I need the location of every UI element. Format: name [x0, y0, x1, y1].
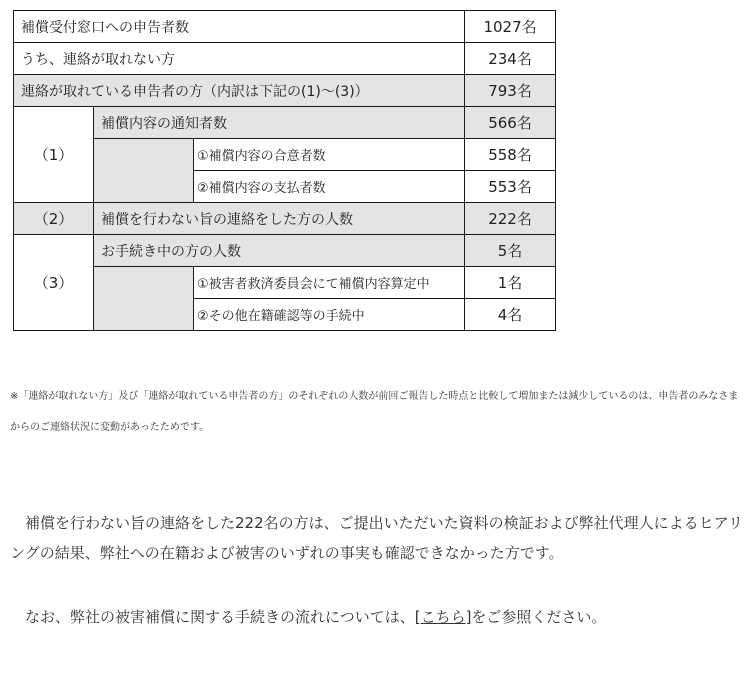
footnote: ※「連絡が取れない方」及び「連絡が取れている申告者の方」のそれぞれの人数が前回ご報告した時点と比較して増加または減少しているのは、申告者のみなさまからのご連絡状況に変動があったためです。 [10, 391, 739, 433]
procedure-text-before: なお、弊社の被害補償に関する手続きの流れについては、[ [10, 608, 421, 626]
table-row [14, 107, 556, 139]
row-value: 1027名 [465, 11, 556, 43]
row-label: ②補償内容の支払者数 [194, 171, 465, 203]
row-label: 連絡が取れている申告者の方（内訳は下記の(1)～(3)） [14, 75, 465, 107]
table-row [14, 203, 556, 235]
row-label: 補償内容の通知者数 [94, 107, 465, 139]
indent-spacer [94, 139, 194, 203]
table-row [14, 75, 556, 107]
group-index: （1） [14, 107, 94, 203]
group-index: （2） [14, 203, 94, 235]
table-row [14, 235, 556, 267]
row-label: うち、連絡が取れない方 [14, 43, 465, 75]
row-value: 234名 [465, 43, 556, 75]
procedure-link[interactable]: こちら [420, 608, 466, 626]
row-label: 補償を行わない旨の連絡をした方の人数 [94, 203, 465, 235]
row-value: 1名 [465, 267, 556, 299]
summary-table [13, 10, 556, 331]
row-value: 4名 [465, 299, 556, 331]
procedure-paragraph [10, 602, 748, 632]
row-value: 793名 [465, 75, 556, 107]
row-value: 5名 [465, 235, 556, 267]
procedure-text-after: ]をご参照ください。 [465, 608, 607, 626]
row-value: 553名 [465, 171, 556, 203]
row-value: 566名 [465, 107, 556, 139]
row-label: ①被害者救済委員会にて補償内容算定中 [194, 267, 465, 299]
table-row [14, 43, 556, 75]
table-row [14, 267, 556, 299]
row-label: お手続き中の方の人数 [94, 235, 465, 267]
table-row [14, 139, 556, 171]
row-label: 補償受付窓口への申告者数 [14, 11, 465, 43]
table-row [14, 11, 556, 43]
row-label: ②その他在籍確認等の手続中 [194, 299, 465, 331]
indent-spacer [94, 267, 194, 331]
group-index: （3） [14, 235, 94, 331]
row-label: ①補償内容の合意者数 [194, 139, 465, 171]
explanation-paragraph: 補償を行わない旨の連絡をした222名の方は、ご提出いただいた資料の検証および弊社代理人によるヒアリングの結果、弊社への在籍および被害のいずれの事実も確認できなかった方です。 [10, 514, 744, 562]
row-value: 558名 [465, 139, 556, 171]
row-value: 222名 [465, 203, 556, 235]
